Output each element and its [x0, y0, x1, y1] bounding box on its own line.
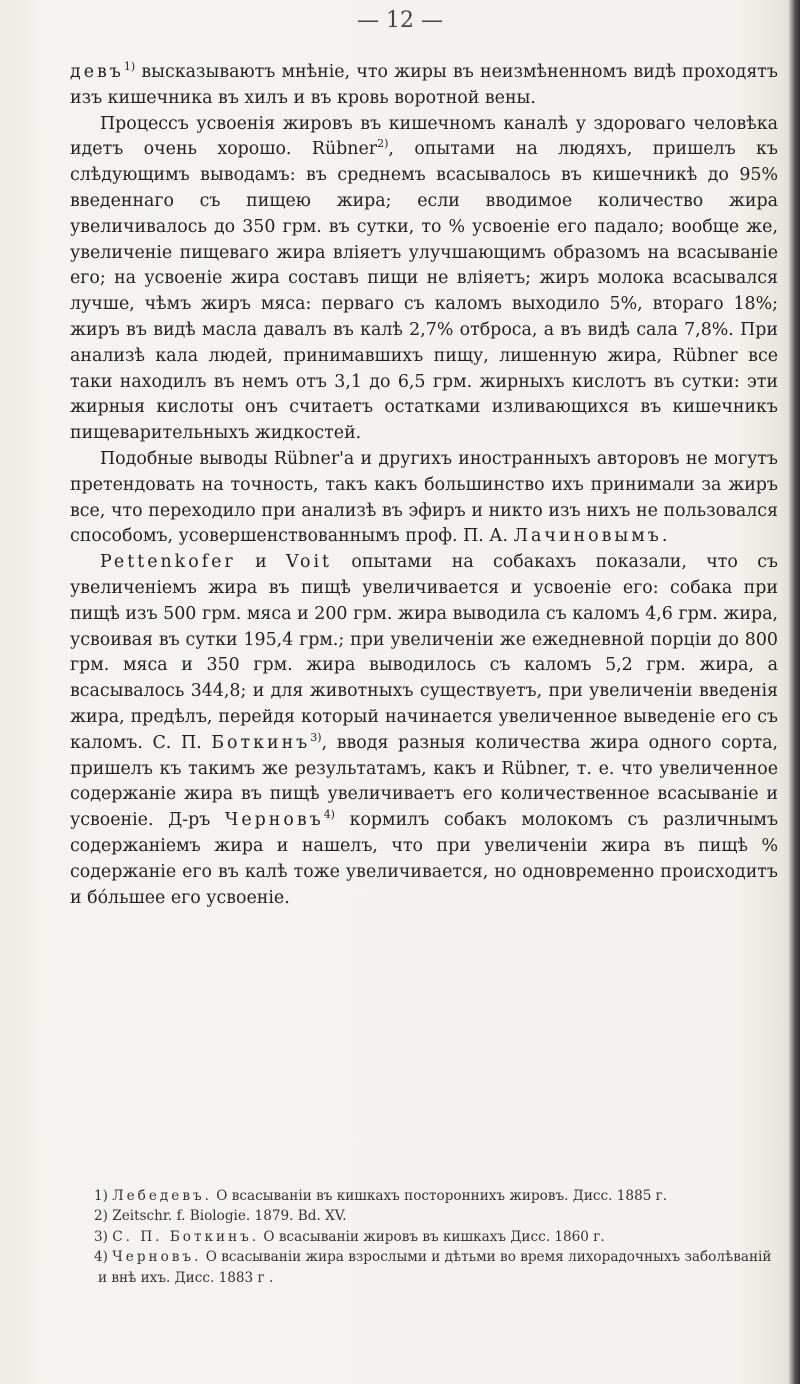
footnote-mark: 1)	[94, 1188, 108, 1204]
page-number: — 12 —	[357, 8, 443, 33]
footnote	[70, 1227, 778, 1247]
text-run: опытами на собакахъ показали, что съ увеличеніемъ жира въ пищѣ увеличивается и усвоеніе его: собака при пищѣ изъ 500 грм. мяса и 200 грм. жира выводила съ каломъ 4,6 грм. жира, усвоивая въ сутки 195,4 грм.; при увеличеніи же ежедневной порціи до 800 грм. мяса и 350 грм. жира выводилось съ каломъ 5,2 грм. жира, а всасывалось 344,8; и для животныхъ существуетъ, при увеличеніи введенія жира, предѣлъ, перейдя который начинается увеличенное выведеніе его съ каломъ. С. П.	[70, 552, 778, 753]
text-run: и	[235, 552, 287, 573]
text-run: Черновъ	[224, 810, 324, 831]
footnote-text: О всасываніи въ кишкахъ постороннихъ жировъ. Дисс. 1885 г.	[211, 1188, 668, 1204]
footnote	[70, 1186, 778, 1206]
text-run: Подобные выводы Rübner'a и другихъ иностранныхъ авторовъ не могутъ претендовать на точность, такъ какъ большинство ихъ принимали за жиръ все, что переходило при анализѣ въ эфиръ и никто изъ нихъ не пользовался способомъ, усовершенствованнымъ проф. П. А.	[70, 448, 778, 547]
footnote-ref: 3)	[310, 730, 322, 744]
body-text	[70, 60, 778, 911]
text-run: Боткинъ	[211, 732, 311, 753]
text-run: Pettenkofer	[100, 552, 236, 573]
paragraph	[70, 60, 778, 112]
paragraph	[70, 112, 778, 447]
footnote-author: Черновъ.	[112, 1249, 202, 1266]
footnote-author: Лебедевъ.	[112, 1188, 212, 1204]
footnote-ref: 2)	[377, 137, 389, 151]
text-run: , вводя разныя количества жира одного сорта, пришелъ къ такимъ же результатамъ, какъ и Rübner, т. е. что увеличенное содержаніе жира въ пищѣ увеличиваетъ его количественное всасываніе и усвоеніе. Д-ръ	[70, 732, 778, 831]
footnote-mark: 3)	[94, 1228, 108, 1245]
text-run: Лачиновымъ	[513, 526, 662, 547]
text-run: высказываютъ мнѣніе, что жиры въ неизмѣненномъ видѣ проходятъ изъ кишечника въ хилъ и въ кровь воротной вены.	[70, 62, 778, 108]
footnote-mark: 4)	[94, 1249, 108, 1266]
paragraph	[70, 447, 778, 550]
footnote-author: С. П. Боткинъ.	[112, 1228, 260, 1245]
footnotes	[70, 1186, 778, 1288]
text-run: кормилъ собакъ молокомъ съ различнымъ содержаніемъ жира и нашелъ, что при увеличеніи жира въ пищѣ % содержаніе его въ калѣ тоже увеличивается, но одновременно происходитъ и бóльшее его усвоеніе.	[70, 810, 779, 908]
footnote-mark: 2)	[94, 1208, 108, 1225]
footnote-ref: 1)	[123, 60, 136, 74]
footnote-text: О всасываніи жира взрослыми и дѣтьми во время лихорадочныхъ заболѣваній и внѣ ихъ. Дисс. 1883 г .	[98, 1249, 772, 1286]
text-run: Процессъ усвоенія жировъ въ кишечномъ каналѣ у здороваго человѣка идетъ очень хорошо. Rübner	[70, 113, 778, 160]
text-run: .	[661, 526, 668, 547]
footnote	[70, 1206, 778, 1226]
text-run: девъ	[70, 62, 124, 82]
text-run: Voit	[286, 552, 333, 573]
footnote-text: Zeitschr. f. Biologie. 1879. Bd. XV.	[112, 1208, 347, 1225]
paragraph	[70, 550, 778, 911]
footnote	[70, 1247, 778, 1288]
footnote-text: О всасываніи жировъ въ кишкахъ Дисс. 1860 г.	[259, 1228, 605, 1245]
text-run: , опытами на людяхъ, пришелъ къ слѣдующимъ выводамъ: въ среднемъ всасывалось въ кишечникѣ до 95% введеннаго съ пищею жира; если вводимое количество жира увеличивалось до 350 грм. въ сутки, то % усвоеніе его падало; вообще же, увеличеніе пищеваго жира вліяетъ улучшающимъ образомъ на всасываніе его; на усвоеніе жира составъ пищи не вліяетъ; жиръ молока всасывался лучше, чѣмъ жиръ мяса: перваго съ каломъ выходило 5%, втораго 18%; жиръ въ видѣ масла давалъ въ калѣ 2,7% отброса, а въ видѣ сала 7,8%. При анализѣ кала людей, принимавшихъ пищу, лишенную жира, Rübner все таки находилъ въ немъ отъ 3,1 до 6,5 грм. жирныхъ кислотъ въ сутки: эти жирныя кислоты онъ считаетъ остатками изливающихся въ кишечникъ пищеварительныхъ жидкостей.	[70, 139, 778, 444]
page-edge-shadow	[788, 0, 800, 1384]
footnote-ref: 4)	[323, 808, 335, 822]
